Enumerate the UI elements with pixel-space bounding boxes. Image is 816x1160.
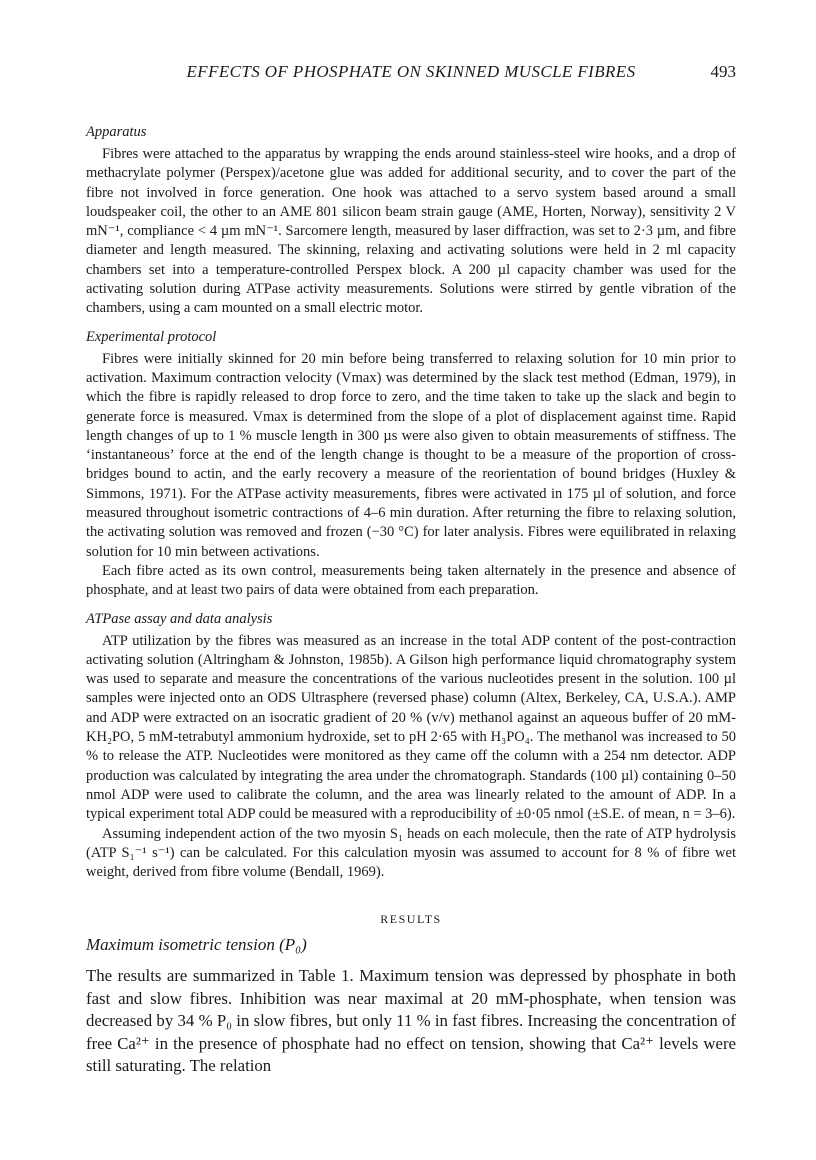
results-subheading: Maximum isometric tension (P₀) — [86, 935, 307, 955]
paragraph: ATP utilization by the fibres was measured as an increase in the total ADP content of the post-contraction activating solution (Altringham & Johnston, 1985b). A Gilson high performance liquid chromatography system was used to separate and measure the concentrations of the various nucleotides present in the solution. 100 µl samples were injected onto an ODS Ultrasphere (reversed phase) column (Altex, Berkeley, CA, U.S.A.). AMP and ADP were extracted on an isocratic gradient of 20 % (v/v) methanol against an aqueous buffer of 20 mM-KH₂PO, 5 mM-tetrabutyl ammonium hydroxide, set to pH 2·65 with H₃PO₄. The methanol was increased to 50 % to release the ATP. Nucleotides were monitored as they came off the column with a 254 nm detector. ADP production was calculated by integrating the area under the chromatograph. Standards (100 µl) containing 0–50 nmol ADP were used to calibrate the column, and the area was linearly related to the amount of ADP. In a typical experiment total ADP could be measured with a reproducibility of ±0·05 nmol (±S.E. of mean, n = 3–6). — [86, 632, 736, 823]
results-heading: RESULTS — [380, 912, 442, 927]
results-paragraph: The results are summarized in Table 1. Maximum tension was depressed by phosphate in both fast and slow fibres. Inhibition was near maximal at 20 mM-phosphate, when tension was decreased by 34 % P₀ in slow fibres, but only 11 % in fast fibres. Increasing the concentration of free Ca²⁺ in the presence of phosphate had no effect on tension, showing that Ca²⁺ levels were still saturating. The relation — [86, 966, 736, 1076]
page-number: 493 — [710, 62, 736, 81]
section-heading: ATPase assay and data analysis — [86, 610, 273, 627]
section-experimental-protocol — [86, 329, 736, 601]
article-body — [86, 124, 736, 1077]
paragraph: Fibres were initially skinned for 20 min before being transferred to relaxing solution for 10 min prior to activation. Maximum contraction velocity (Vmax) was determined by the slack test method (Edman, 1979), in which the fibre is rapidly released to drop force to zero, and the time taken to take up the slack and begin to generate force is measured. Vmax is determined from the slope of a plot of displacement against time. Rapid length changes of up to 1 % muscle length in 300 µs were also given to obtain measurements of stiffness. The ‘instantaneous’ force at the end of the length change is thought to be a measure of the proportion of cross-bridges bound to actin, and the early recovery a measure of the reorientation of bound bridges (Huxley & Simmons, 1971). For the ATPase activity measurements, fibres were activated in 175 µl of solution, and force measured throughout isometric contractions of 4–6 min duration. After returning the fibre to relaxing solution, the activating solution was removed and frozen (−30 °C) for later analysis. Fibres were equilibrated in relaxing solution for 10 min between activations. — [86, 350, 736, 560]
running-title: EFFECTS OF PHOSPHATE ON SKINNED MUSCLE FIBRES — [186, 62, 636, 81]
paragraph: Each fibre acted as its own control, measurements being taken alternately in the presence and absence of phosphate, and at least two pairs of data were obtained from each preparation. — [86, 562, 736, 599]
section-heading: Experimental protocol — [86, 328, 217, 345]
section-apparatus — [86, 124, 736, 319]
section-atpase-assay — [86, 611, 736, 883]
paragraph: Assuming independent action of the two myosin S₁ heads on each molecule, then the rate of ATP hydrolysis (ATP S₁⁻¹ s⁻¹) can be calculated. For this calculation myosin was assumed to account for 8 % of fibre wet weight, derived from fibre volume (Bendall, 1969). — [86, 825, 736, 881]
paragraph: Fibres were attached to the apparatus by wrapping the ends around stainless-steel wire hooks, and a drop of methacrylate polymer (Perspex)/acetone glue was added for additional security, and to cover the part of the fibre not involved in force generation. One hook was attached to a servo system based around a small loudspeaker coil, the other to an AME 801 silicon beam strain gauge (AME, Horten, Norway), sensitivity 2 V mN⁻¹, compliance < 4 µm mN⁻¹. Sarcomere length, measured by laser diffraction, was set to 2·3 µm, and fibre diameter and length measured. The skinning, relaxing and activating solutions were held in 2 ml capacity chambers set into a temperature-controlled Perspex block. A 200 µl capacity chamber was used for the activating solution during ATPase activity measurements. Solutions were stirred by gentle vibration of the chambers, using a cam mounted on a small electric motor. — [86, 146, 736, 317]
section-heading: Apparatus — [86, 124, 147, 140]
running-head — [86, 62, 736, 86]
